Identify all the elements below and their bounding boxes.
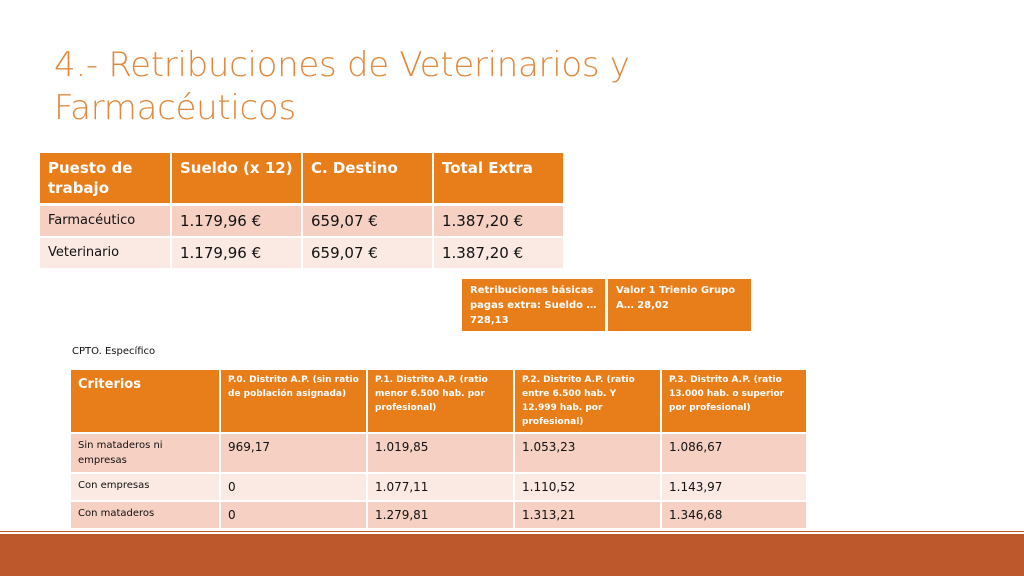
table-cell: Con mataderos	[71, 501, 220, 529]
table-cell: 1.077,11	[367, 473, 514, 501]
slide-title: 4.- Retribuciones de Veterinarios y Farmacéuticos	[54, 45, 630, 128]
table-cell: 1.143,97	[661, 473, 807, 501]
salary-table	[40, 153, 565, 270]
table-cell: Con empresas	[71, 473, 220, 501]
column-header: C. Destino	[302, 153, 433, 205]
table-cell: 1.279,81	[367, 501, 514, 529]
table-cell: 969,17	[220, 433, 367, 473]
basic-pay-box: Retribuciones básicas pagas extra: Sueldo … 728,13	[462, 279, 605, 331]
column-header: P.1. Distrito A.P. (ratio menor 6.500 hab. por profesional)	[367, 370, 514, 433]
trienio-box: Valor 1 Trienio Grupo A… 28,02	[608, 279, 751, 331]
column-header: Total Extra	[433, 153, 564, 205]
table-cell: 1.179,96 €	[171, 237, 302, 269]
table-cell: 1.110,52	[514, 473, 661, 501]
column-header: P.2. Distrito A.P. (ratio entre 6.500 hab. Y 12.999 hab. por profesional)	[514, 370, 661, 433]
specific-complement-table	[71, 370, 808, 530]
table-cell: 0	[220, 473, 367, 501]
column-header: P.0. Distrito A.P. (sin ratio de población asignada)	[220, 370, 367, 433]
table-header-row	[40, 153, 564, 205]
table-cell: 1.019,85	[367, 433, 514, 473]
table-cell: 1.086,67	[661, 433, 807, 473]
table-row	[71, 501, 807, 529]
column-header: P.3. Distrito A.P. (ratio 13.000 hab. o superior por profesional)	[661, 370, 807, 433]
table-cell: Sin mataderos ni empresas	[71, 433, 220, 473]
table-cell: 1.313,21	[514, 501, 661, 529]
table-cell: 1.346,68	[661, 501, 807, 529]
column-header: Puesto de trabajo	[40, 153, 171, 205]
table-cell: 659,07 €	[302, 205, 433, 238]
table-header-row	[71, 370, 807, 433]
table-cell: 1.053,23	[514, 433, 661, 473]
table-cell: Veterinario	[40, 237, 171, 269]
footer-band	[0, 534, 1024, 576]
table-cell: Farmacéutico	[40, 205, 171, 238]
table-row	[71, 433, 807, 473]
table-row	[40, 237, 564, 269]
footer-divider	[0, 531, 1024, 532]
table-cell: 659,07 €	[302, 237, 433, 269]
column-header: Criterios	[71, 370, 220, 433]
table-cell: 1.387,20 €	[433, 205, 564, 238]
column-header: Sueldo (x 12)	[171, 153, 302, 205]
table-cell: 0	[220, 501, 367, 529]
table-row	[71, 473, 807, 501]
table-row	[40, 205, 564, 238]
table-cell: 1.179,96 €	[171, 205, 302, 238]
table-cell: 1.387,20 €	[433, 237, 564, 269]
cpto-label: CPTO. Específico	[72, 346, 156, 357]
